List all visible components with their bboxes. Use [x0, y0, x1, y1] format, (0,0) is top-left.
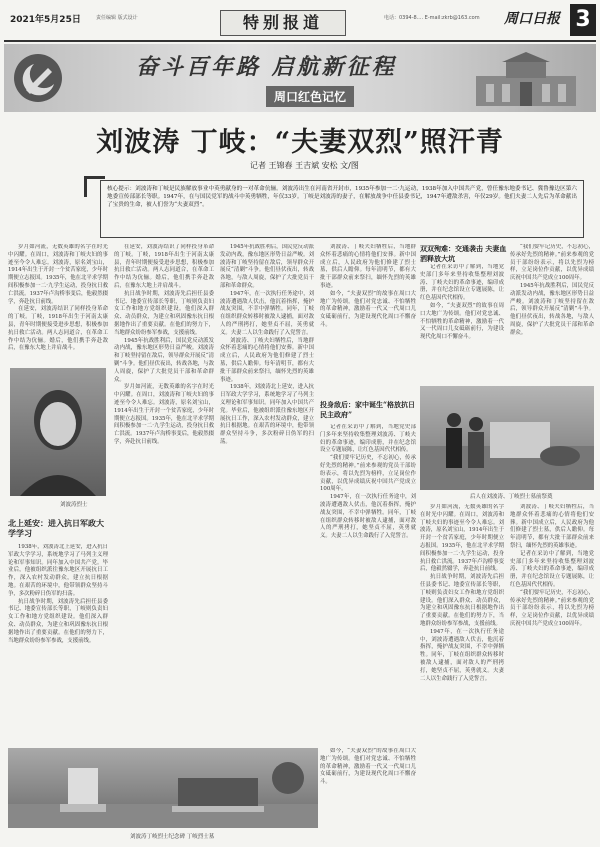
paragraph: 1938年，刘波涛北上延安，进入抗日军政大学学习，系统地学习了马列主义理论和军事知识。同年加入中国共产党。毕业后，他被组织派往豫东地区开展抗日工作，深入农村发动群众，建立抗日根据地。在艰苦的环境中，他带领群众坚持斗争，多次粉碎日伪军的扫荡。 — [220, 384, 314, 445]
paragraph: 如今，“夫妻双烈”的故事在周口大地广为传颂。他们对党忠诚、不怕牺牲的革命精神，激励着一代又一代周口儿女砥砺前行，为建设现代化周口不懈奋斗。 — [320, 748, 416, 786]
section-heading-3: 双双殉难：交通袭击 夫妻血洒释放大坑 — [420, 244, 507, 263]
paragraph: 记者在采访中了解到，当地党史部门多年来坚持收集整理刘波涛、丁岐夫妇的革命事迹，编印成册，并在纪念馆设立专题展陈，让红色基因代代相传。 — [420, 264, 504, 302]
memorial-photo — [8, 748, 318, 828]
paragraph: 如今，“夫妻双烈”的故事在周口大地广为传颂。他们对党忠诚、不怕牺牲的革命精神，激励着一代又一代周口儿女砥砺前行，为建设现代化周口不懈奋斗。 — [320, 290, 416, 328]
mourners-figure-icon — [420, 386, 594, 490]
paragraph: 刘波涛、丁岐夫妇牺牲后，当地群众怀着悲痛的心情将他们安葬。新中国成立后，人民政府为他们修建了烈士墓，供后人瞻仰。每年清明节，都有大批干部群众前来祭扫，缅怀先烈的英雄事迹。 — [320, 244, 416, 289]
body-column-1b — [8, 544, 108, 744]
body-column-5 — [420, 264, 504, 384]
body-column-4 — [320, 244, 416, 396]
paragraph: 1945年抗战胜利后，国民党反动派发动内战，豫东地区形势日益严峻。刘波涛和丁岐坚持留在敌后，领导群众开展反“清剿”斗争。他们昼伏夜出，转战各地，与敌人周旋，保护了大批党员干部和革命群众。 — [510, 282, 594, 336]
paragraph: 在延安，刘波涛结识了同样投身革命的丁岐。丁岐，1918年出生于河南太康县，青年时期便接受进步思想，积极参加抗日救亡活动。两人志同道合，在革命工作中结为伉俪。婚后，他们携手奔赴敌后，在豫东大地上并肩战斗。 — [114, 244, 214, 289]
body-column-1 — [8, 244, 108, 364]
body-column-5b — [420, 504, 504, 824]
paragraph: 记者在采访中了解到，当地党史部门多年来坚持收集整理刘波涛、丁岐夫妇的革命事迹，编印成册，并在纪念馆设立专题展陈，让红色基因代代相传。 — [510, 550, 594, 588]
paragraph: 1945年抗战胜利后，国民党反动派发动内战，豫东地区形势日益严峻。刘波涛和丁岐坚持留在敌后，领导群众开展反“清剿”斗争。他们昼伏夜出，转战各地，与敌人周旋，保护了大批党员干部和革命群众。 — [220, 244, 314, 289]
paragraph: “我们要牢记历史，不忘初心，传承好先烈的精神。”前来参观的党员干部纷纷表示，将以先烈为榜样，立足岗位作贡献，以优异成绩庆祝中国共产党成立100周年。 — [510, 244, 594, 282]
page-header — [4, 8, 596, 40]
contact-info: 电话：0394-8.... E-mail:zkrb@163.com — [384, 15, 480, 21]
editor-credit: 责任编辑 版式设计 — [96, 15, 138, 21]
banner-subtitle: 周口红色记忆 — [266, 86, 354, 107]
body-column-2 — [114, 244, 214, 744]
memorial-scene-photo — [420, 386, 594, 490]
section-heading-1: 北上延安：进入抗日军政大学学习 — [8, 518, 104, 538]
header-rule — [4, 40, 596, 42]
body-column-3 — [220, 244, 314, 744]
scene-caption: 后人在刘波涛、丁岐烈士墓前祭奠 — [470, 494, 553, 500]
section-heading-2: 投身敌后：家中诞生“格放抗日民主政府” — [320, 400, 416, 419]
paragraph: 1947年，在一次执行任务途中，刘波涛遭遇敌人伏击，他沉着指挥，掩护战友突围，不幸中弹牺牲。同年，丁岐在组织群众转移时被敌人逮捕，面对敌人的严刑拷打，她坚贞不屈，英勇就义。夫妻二人以生命践行了入党誓言。 — [220, 290, 314, 336]
issue-date: 2021年5月25日 — [10, 15, 81, 25]
paragraph: 在延安，刘波涛结识了同样投身革命的丁岐。丁岐，1918年出生于河南太康县，青年时期便接受进步思想，积极参加抗日救亡活动。两人志同道合，在革命工作中结为伉俪。婚后，他们携手奔赴敌后，在豫东大地上并肩战斗。 — [8, 306, 108, 352]
memorial-caption: 刘波涛丁岐烈士纪念碑 丁岐烈士墓 — [130, 834, 215, 840]
article-byline: 记者 王锦春 王吉斌 安松 文/图 — [250, 161, 359, 170]
body-column-4b — [320, 424, 416, 744]
paragraph: 抗日战争时期，刘波涛先后担任县委书记、地委宣传部长等职，丁岐则负责妇女工作和地方党组织建设。他们深入群众、动员群众，为建立和巩固豫东抗日根据地作出了重要贡献。在他们的努力下，当地群众纷纷参军参战，支援前线。 — [8, 598, 108, 644]
paragraph: 记者在采访中了解到，当地党史部门多年来坚持收集整理刘波涛、丁岐夫妇的革命事迹，编印成册，并在纪念馆设立专题展陈，让红色基因代代相传。 — [320, 424, 416, 454]
paragraph: 如今，“夫妻双烈”的故事在周口大地广为传颂。他们对党忠诚、不怕牺牲的革命精神，激励着一代又一代周口儿女砥砺前行，为建设现代化周口不懈奋斗。 — [420, 302, 504, 341]
paragraph: 抗日战争时期，刘波涛先后担任县委书记、地委宣传部长等职，丁岐则负责妇女工作和地方党组织建设。他们深入群众、动员群众，为建立和巩固豫东抗日根据地作出了重要贡献。在他们的努力下，当地群众纷纷参军参战，支援前线。 — [114, 290, 214, 336]
paragraph: 1938年，刘波涛北上延安，进入抗日军政大学学习，系统地学习了马列主义理论和军事知识。同年加入中国共产党。毕业后，他被组织派往豫东地区开展抗日工作，深入农村发动群众，建立抗日根据地。在艰苦的环境中，他带领群众坚持斗争，多次粉碎日伪军的扫荡。 — [8, 544, 108, 597]
paragraph: 岁月如河流，无数英雄的名字在时光中闪耀。在周口，刘波涛和丁岐夫妇的事迹至今令人难忘。刘波涛，原名刘宝山，1914年出生于开封一个贫苦家庭，少年时期便立志报国。1935年，他在北平求学期间积极参加一二·九学生运动，投身抗日救亡洪流。1937年卢沟桥事变后，他毅然辍学，奔赴抗日前线。 — [420, 504, 504, 573]
portrait-photo — [10, 368, 106, 496]
party-emblem-icon — [12, 50, 64, 106]
paragraph: 岁月如河流，无数英雄的名字在时光中闪耀。在周口，刘波涛和丁岐夫妇的事迹至今令人难忘。刘波涛，原名刘宝山，1914年出生于开封一个贫苦家庭，少年时期便立志报国。1935年，他在北平求学期间积极参加一二·九学生运动，投身抗日救亡洪流。1937年卢沟桥事变后，他毅然辍学，奔赴抗日前线。 — [114, 384, 214, 445]
building-illustration-icon — [466, 52, 586, 108]
paragraph: 1945年抗战胜利后，国民党反动派发动内战，豫东地区形势日益严峻。刘波涛和丁岐坚持留在敌后，领导群众开展反“清剿”斗争。他们昼伏夜出，转战各地，与敌人周旋，保护了大批党员干部和革命群众。 — [114, 337, 214, 383]
body-column-6b — [510, 504, 594, 824]
article-title: 刘波涛 丁岐：“夫妻双烈”照汗青 — [96, 127, 504, 158]
paragraph: “我们要牢记历史，不忘初心，传承好先烈的精神。”前来参观的党员干部纷纷表示，将以先烈为榜样，立足岗位作贡献，以优异成绩庆祝中国共产党成立100周年。 — [510, 589, 594, 627]
body-column-4c — [320, 748, 416, 832]
monument-icon — [8, 748, 318, 828]
feature-banner — [4, 44, 596, 112]
banner-slogan: 奋斗百年路 启航新征程 — [136, 54, 397, 80]
portrait-caption: 刘波涛烈士 — [60, 502, 88, 508]
page-number: 3 — [570, 4, 596, 36]
paragraph: 1947年，在一次执行任务途中，刘波涛遭遇敌人伏击，他沉着指挥，掩护战友突围，不幸中弹牺牲。同年，丁岐在组织群众转移时被敌人逮捕，面对敌人的严刑拷打，她坚贞不屈，英勇就义。夫妻二人以生命践行了入党誓言。 — [420, 628, 504, 682]
portrait-figure-icon — [10, 368, 106, 496]
section-title: 特别报道 — [220, 10, 346, 36]
body-column-6 — [510, 244, 594, 384]
paragraph: 刘波涛、丁岐夫妇牺牲后，当地群众怀着悲痛的心情将他们安葬。新中国成立后，人民政府为他们修建了烈士墓，供后人瞻仰。每年清明节，都有大批干部群众前来祭扫，缅怀先烈的英雄事迹。 — [510, 504, 594, 549]
paragraph: 1947年，在一次执行任务途中，刘波涛遭遇敌人伏击，他沉着指挥，掩护战友突围，不幸中弹牺牲。同年，丁岐在组织群众转移时被敌人逮捕，面对敌人的严刑拷打，她坚贞不屈，英勇就义。夫妻二人以生命践行了入党誓言。 — [320, 494, 416, 540]
paragraph: 岁月如河流，无数英雄的名字在时光中闪耀。在周口，刘波涛和丁岐夫妇的事迹至今令人难忘。刘波涛，原名刘宝山，1914年出生于开封一个贫苦家庭，少年时期便立志报国。1935年，他在北平求学期间积极参加一二·九学生运动，投身抗日救亡洪流。1937年卢沟桥事变后，他毅然辍学，奔赴抗日前线。 — [8, 244, 108, 305]
newspaper-logo: 周口日报 — [504, 11, 560, 27]
paragraph: 刘波涛、丁岐夫妇牺牲后，当地群众怀着悲痛的心情将他们安葬。新中国成立后，人民政府为他们修建了烈士墓，供后人瞻仰。每年清明节，都有大批干部群众前来祭扫，缅怀先烈的英雄事迹。 — [220, 337, 314, 383]
intro-box: 核心提示：刘波涛和丁岐是民族解放事业中英勇献身的一对革命伉俪。刘波涛出生在河南省开封市，1935年参加一二·九运动，1938年加入中国共产党，曾任豫东地委书记、冀鲁豫边区第六地委宣传部部长等职。1947年，在与国民党军的战斗中英勇牺牲，年仅33岁。丁岐是刘波涛的妻子，在解放战争中任县委书记，1947年遭敌杀害，年仅29岁。他们夫妻二人先后为革命献出了宝贵的生命，被人们誉为“夫妻双烈”。 — [100, 180, 584, 238]
paragraph: 抗日战争时期，刘波涛先后担任县委书记、地委宣传部长等职，丁岐则负责妇女工作和地方党组织建设。他们深入群众、动员群众，为建立和巩固豫东抗日根据地作出了重要贡献。在他们的努力下，当地群众纷纷参军参战，支援前线。 — [420, 574, 504, 627]
paragraph: “我们要牢记历史，不忘初心，传承好先烈的精神。”前来参观的党员干部纷纷表示，将以先烈为榜样，立足岗位作贡献，以优异成绩庆祝中国共产党成立100周年。 — [320, 455, 416, 493]
